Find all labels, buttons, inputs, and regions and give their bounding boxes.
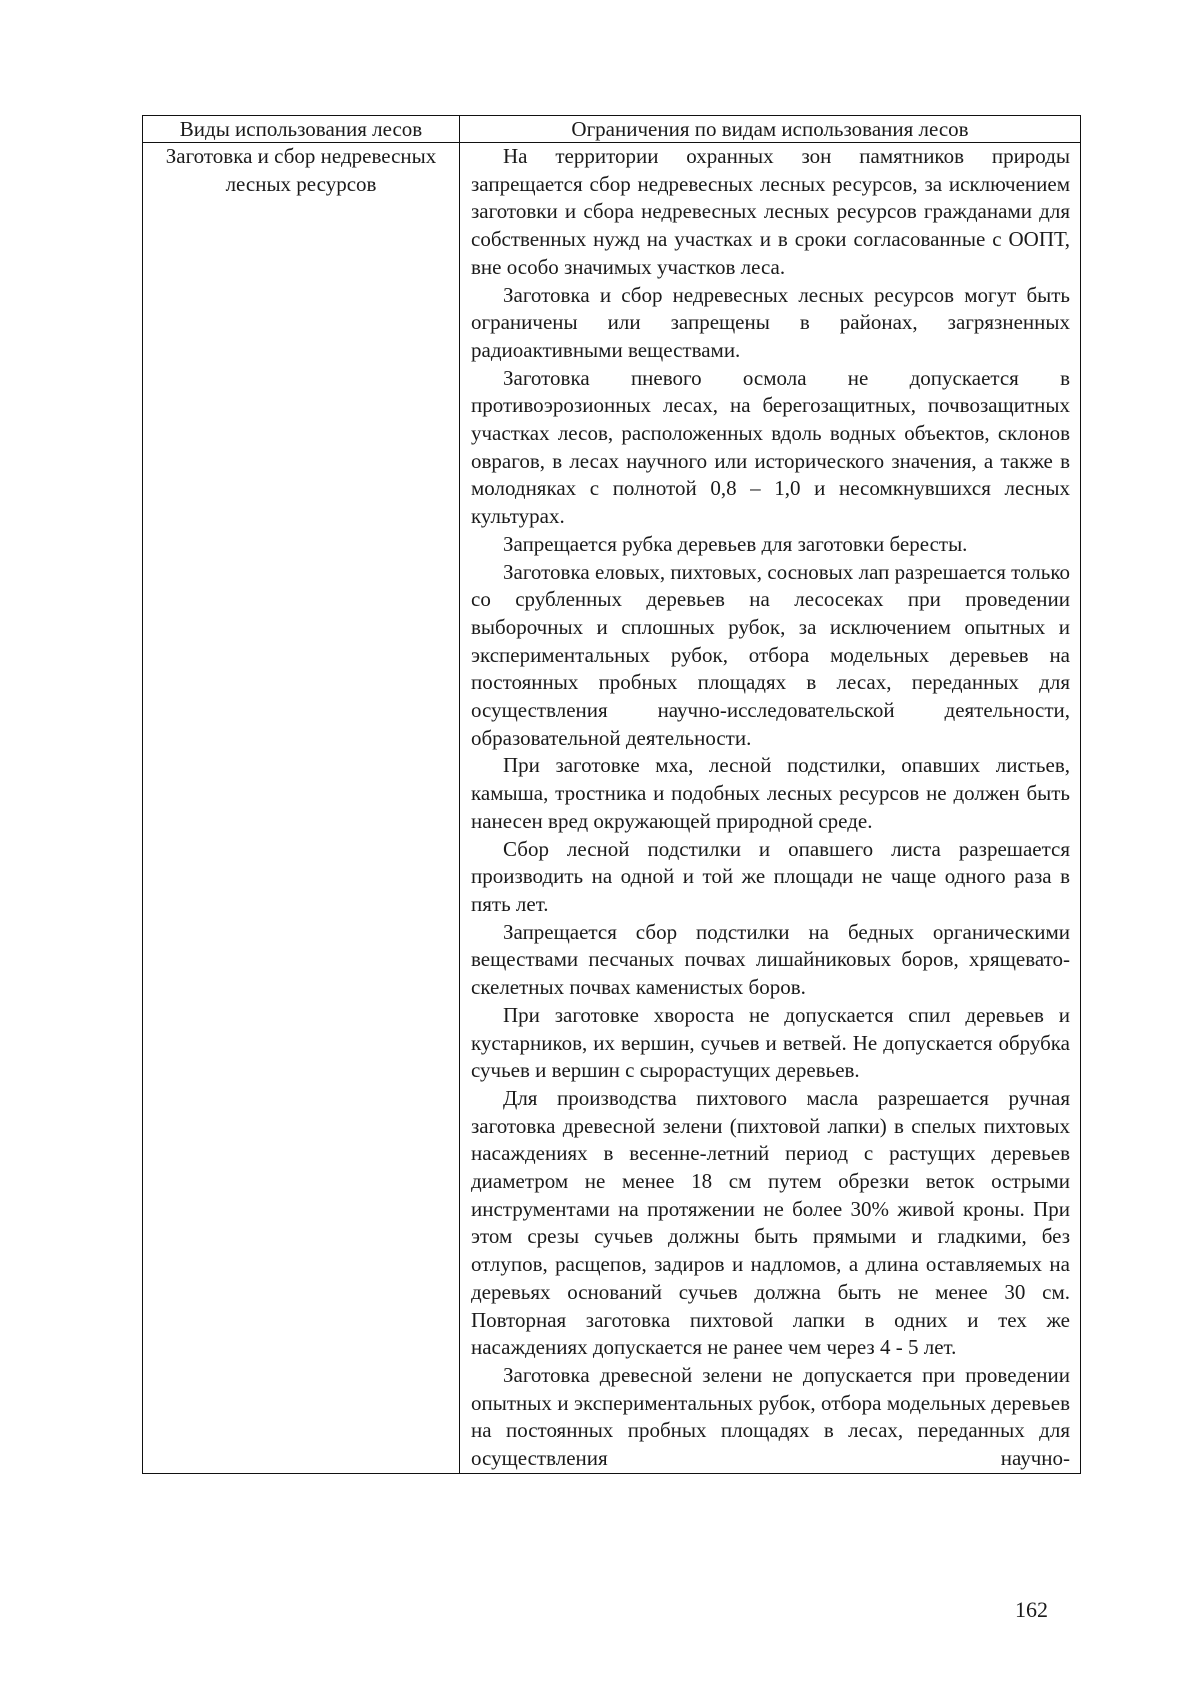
page-number: 162 (1015, 1597, 1048, 1622)
restriction-paragraph: Сбор лесной подстилки и опавшего листа разрешается производить на одной и той же площади не чаще одного раза в пять лет. (471, 836, 1070, 916)
restriction-paragraph: При заготовке хвороста не допускается спил деревьев и кустарников, их вершин, сучьев и ветвей. Не допускается обрубка сучьев и вершин с сырорастущих деревьев. (471, 1002, 1070, 1083)
restriction-paragraph: Запрещается сбор подстилки на бедных органическими веществами песчаных почвах лишайниковых боров, хрящевато-скелетных почвах каменистых боров. (471, 919, 1070, 1000)
restriction-paragraph: Заготовка пневого осмола не допускается в противоэрозионных лесах, на берегозащитных, почвозащитных участках лесов, расположенных вдоль водных объектов, склонов оврагов, в лесах научного или исторического значения, а также в молодняках с полнотой 0,8 – 1,0 и несомкнувшихся лесных культурах. (471, 365, 1070, 529)
use-type-cell: Заготовка и сбор недревесных лесных ресурсов (143, 143, 460, 1474)
restriction-paragraph: Для производства пихтового масла разрешается ручная заготовка древесной зелени (пихтовой лапки) в спелых пихтовых насаждениях в весенне-летний период с растущих деревьев диаметром не менее 18 см путем обрезки веток острыми инструментами на протяжении не более 30% живой кроны. При этом срезы сучьев должны быть прямыми и гладкими, без отлупов, расщепов, задиров и надломов, а длина оставляемых на деревьях оснований сучьев должна быть не менее 30 см. Повторная заготовка пихтовой лапки в одних и тех же насаждениях допускается не ранее чем через 4 - 5 лет. (471, 1085, 1070, 1360)
restriction-paragraph: Заготовка еловых, пихтовых, сосновых лап разрешается только со срубленных деревьев на лесосеках при проведении выборочных и сплошных рубок, за исключением опытных и экспериментальных рубок, отбора модельных деревьев на постоянных пробных площадях в лесах, переданных для осуществления научно-исследовательской деятельности, образовательной деятельности. (471, 559, 1070, 750)
restrictions-cell (460, 143, 1081, 1474)
restriction-paragraph: На территории охранных зон памятников природы запрещается сбор недревесных лесных ресурсов, за исключением заготовки и сбора недревесных лесных ресурсов гражданами для собственных нужд на участках и в сроки согласованные с ООПТ, вне особо значимых участков леса. (471, 144, 1070, 279)
column-header-use-types: Виды использования лесов (143, 116, 460, 143)
restriction-paragraph: Заготовка и сбор недревесных лесных ресурсов могут быть ограничены или запрещены в районах, загрязненных радиоактивными веществами. (471, 282, 1070, 362)
forest-use-restrictions-table (142, 115, 1081, 1474)
restriction-paragraph: При заготовке мха, лесной подстилки, опавших листьев, камыша, тростника и подобных лесных ресурсов не должен быть нанесен вред окружающей природной среде. (471, 753, 1070, 833)
restriction-paragraph: Запрещается рубка деревьев для заготовки бересты. (503, 531, 968, 556)
table-header-row (143, 116, 1081, 143)
restriction-paragraph: Заготовка древесной зелени не допускается при проведении опытных и экспериментальных рубок, отбора модельных деревьев на постоянных пробных площадях в лесах, переданных для осуществления научно- (471, 1362, 1070, 1471)
column-header-restrictions: Ограничения по видам использования лесов (460, 116, 1081, 143)
table-row (143, 143, 1081, 1474)
